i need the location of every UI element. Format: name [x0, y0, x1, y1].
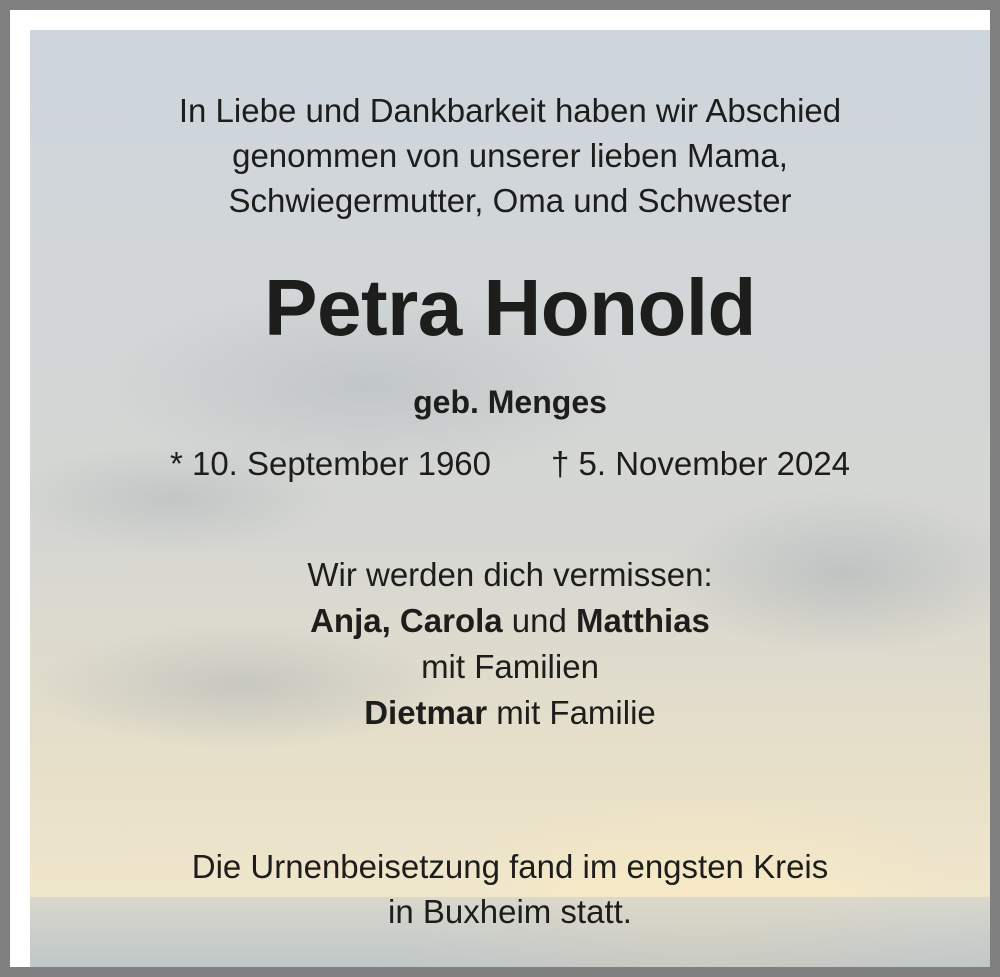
mourners-intro: Wir werden dich vermissen: — [307, 556, 713, 593]
mourners-block — [30, 552, 990, 736]
mourner-suffix: mit Familie — [487, 694, 656, 731]
mourners-line-2 — [30, 598, 990, 644]
maiden-name: geb. Menges — [413, 384, 607, 420]
mourner-joiner: und — [502, 602, 577, 639]
mourner-name-3: Dietmar — [364, 694, 488, 731]
mourners-line-3: mit Familien — [421, 648, 599, 685]
burial-line-2: in Buxheim statt. — [388, 893, 632, 930]
intro-text — [30, 88, 990, 223]
intro-line-3: Schwiegermutter, Oma und Schwester — [228, 182, 792, 219]
mourners-line-4 — [30, 690, 990, 736]
mourner-names-1: Anja, Carola — [310, 602, 503, 639]
mourner-name-2: Matthias — [576, 602, 710, 639]
sky-background-panel — [30, 30, 990, 967]
deceased-name: Petra Honold — [264, 263, 756, 352]
burial-line-1: Die Urnenbeisetzung fand im engsten Kreis — [191, 848, 829, 885]
death-date: † 5. November 2024 — [551, 445, 851, 482]
burial-notice — [30, 844, 990, 934]
intro-line-1: In Liebe und Dankbarkeit haben wir Abschied — [178, 92, 842, 129]
life-dates — [30, 442, 990, 486]
birth-date: * 10. September 1960 — [169, 445, 492, 482]
intro-line-2: genommen von unserer lieben Mama, — [232, 137, 788, 174]
